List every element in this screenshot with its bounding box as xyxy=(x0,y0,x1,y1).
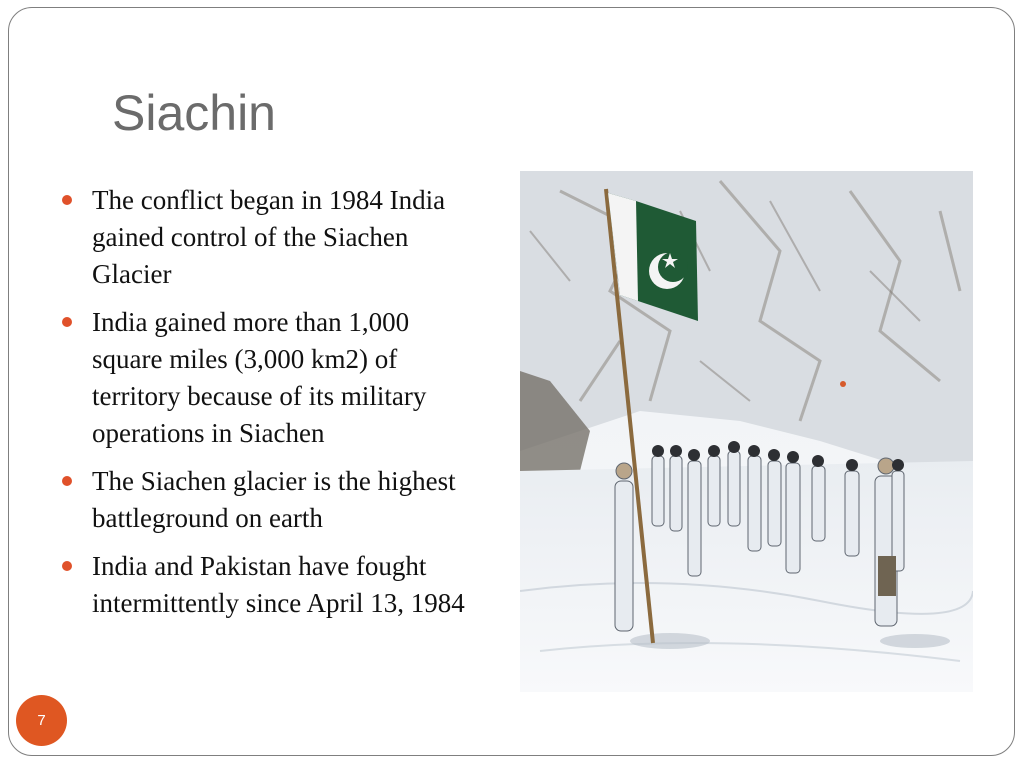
bullet-icon xyxy=(62,561,72,571)
bullet-icon xyxy=(62,476,72,486)
bullet-item xyxy=(62,463,482,537)
page-number-badge: 7 xyxy=(16,695,67,746)
bullet-item xyxy=(62,548,482,622)
bullet-list xyxy=(62,182,482,633)
slide-title: Siachin xyxy=(112,85,276,141)
bullet-icon xyxy=(62,317,72,327)
bullet-text: India and Pakistan have fought intermittently since April 13, 1984 xyxy=(92,551,465,618)
bullet-text: The Siachen glacier is the highest battleground on earth xyxy=(92,466,456,533)
bullet-item xyxy=(62,182,482,293)
soldiers-with-flag-photo xyxy=(520,171,973,692)
bullet-text: The conflict began in 1984 India gained control of the Siachen Glacier xyxy=(92,185,446,289)
bullet-item xyxy=(62,304,482,452)
bullet-text: India gained more than 1,000 square miles (3,000 km2) of territory because of its military operations in Siachen xyxy=(92,307,427,448)
bullet-icon xyxy=(62,195,72,205)
